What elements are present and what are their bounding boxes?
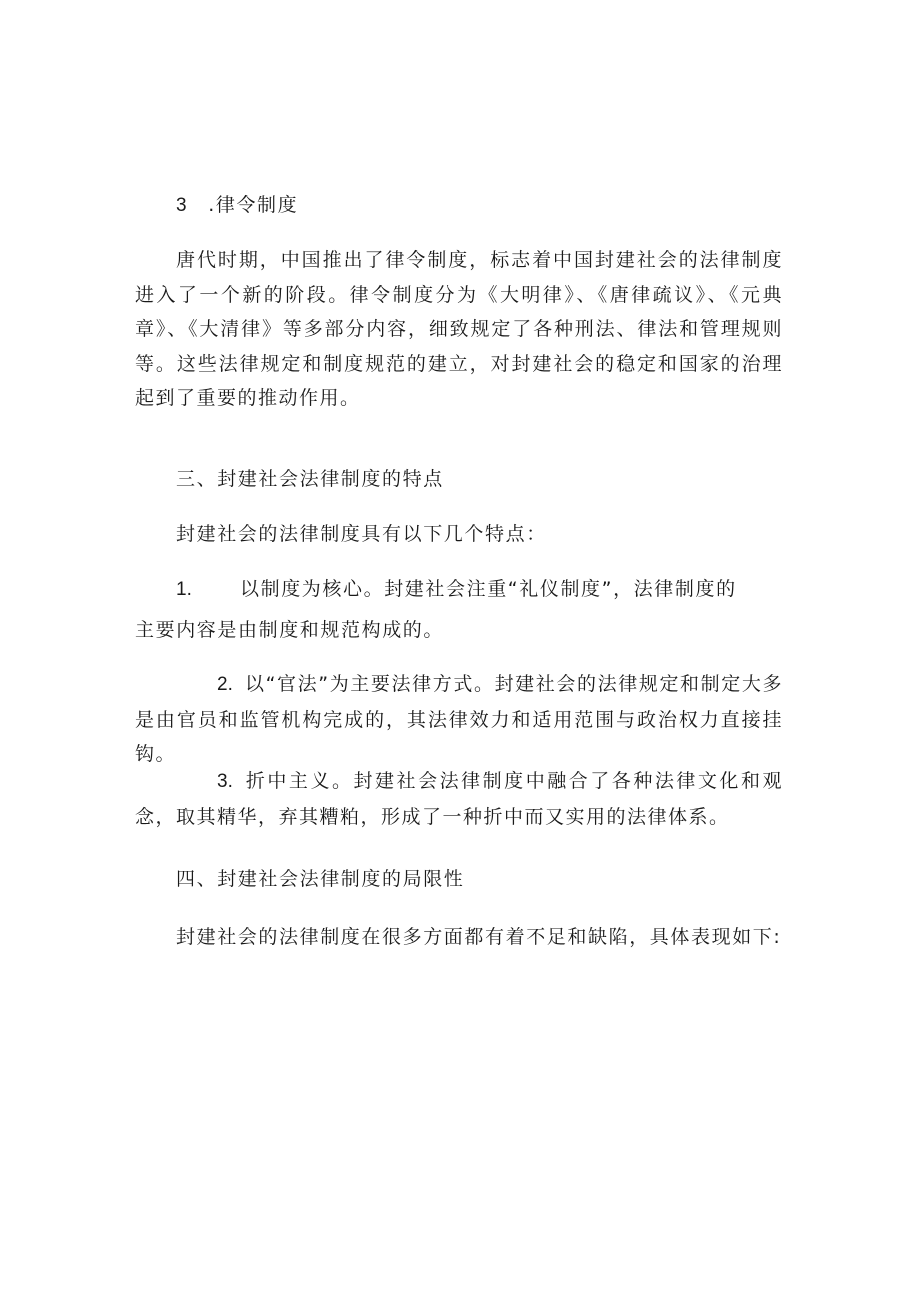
section-3-title: .律令制度: [208, 194, 299, 216]
section-3-heading: [176, 193, 836, 218]
list-item-2-number: 2.: [217, 674, 233, 695]
list-item-1-line-2: 主要内容是由制度和规范构成的。: [135, 619, 445, 641]
heading-three: 三、封建社会法律制度的特点: [176, 468, 444, 490]
list-item-3-number: 3.: [217, 771, 233, 792]
list-item-2-text: 以“官法”为主要法律方式。封建社会的法律规定和制定大多是由官员和监管机构完成的，其法律效力和适用范围与政治权力直接挂钩。: [135, 673, 783, 765]
list-item-3: [135, 764, 783, 834]
intro-four: 封建社会的法律制度在很多方面都有着不足和缺陷，具体表现如下:: [176, 926, 782, 948]
intro-three: 封建社会的法律制度具有以下几个特点：: [176, 523, 547, 545]
heading-four: 四、封建社会法律制度的局限性: [176, 868, 465, 890]
section-3-paragraph: 唐代时期，中国推出了律令制度，标志着中国封建社会的法律制度进入了一个新的阶段。律令制度分为《大明律》、《唐律疏议》、《元典章》、《大清律》等多部分内容，细致规定了各种刑法、律法和管理规则等。这些法律规定和制度规范的建立，对封建社会的稳定和国家的治理起到了重要的推动作用。: [135, 249, 783, 409]
list-item-1-number: 1.: [176, 579, 192, 600]
list-item-3-text: 折中主义。封建社会法律制度中融合了各种法律文化和观念，取其精华，弃其糟粕，形成了一种折中而又实用的法律体系。: [135, 770, 783, 828]
list-item-1-line-1: [176, 577, 836, 602]
list-item-2: [135, 667, 783, 772]
section-3-number: 3: [176, 195, 187, 216]
list-item-1-text: 以制度为核心。封建社会注重“礼仪制度”，法律制度的: [240, 578, 737, 600]
